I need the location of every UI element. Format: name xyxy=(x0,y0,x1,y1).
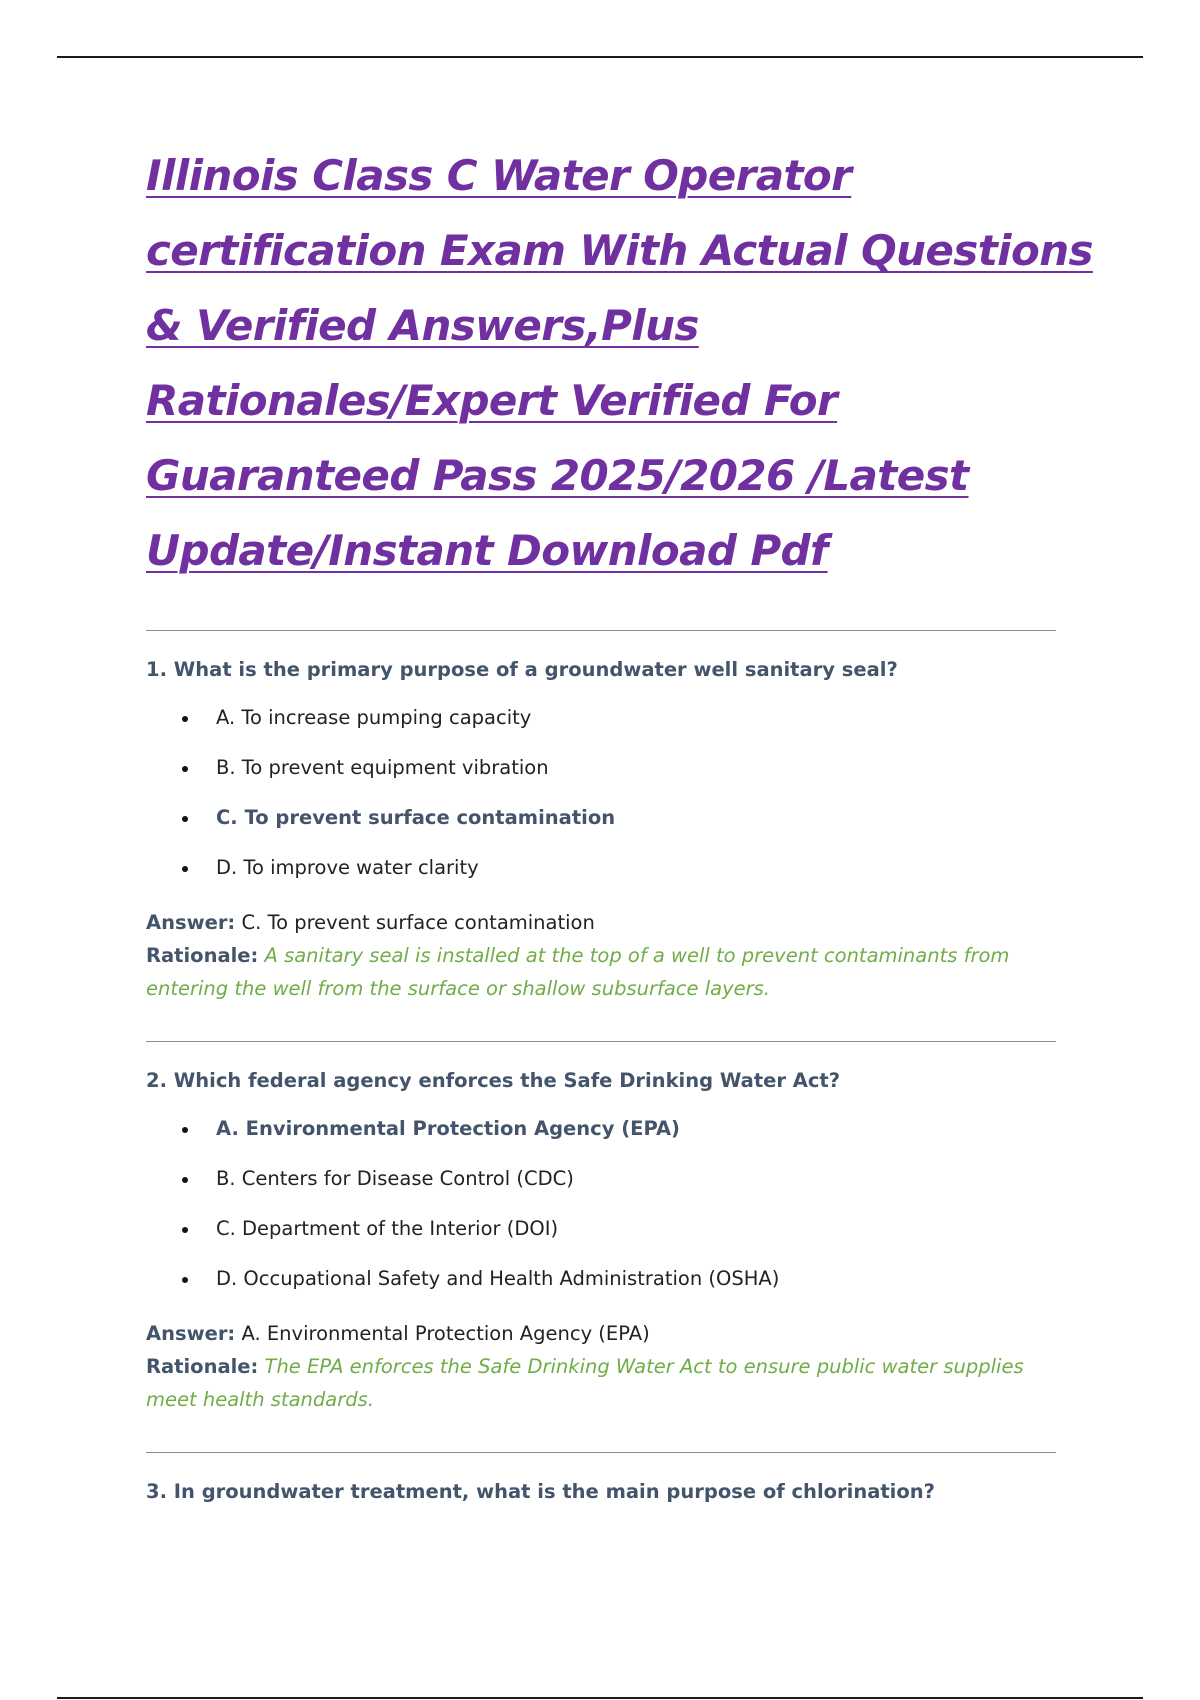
question-block-3 xyxy=(146,1453,1066,1505)
rationale-label: Rationale: xyxy=(146,944,259,967)
title-line: Update/Instant Download Pdf xyxy=(146,526,828,575)
question-block-1 xyxy=(146,631,1066,1041)
option-item: A. To increase pumping capacity xyxy=(216,693,1066,743)
question-text: 3. In groundwater treatment, what is the main purpose of chlorination? xyxy=(146,1480,935,1503)
page-top-rule xyxy=(57,56,1143,58)
title-line: Rationales/Expert Verified For xyxy=(146,376,838,425)
option-item: D. To improve water clarity xyxy=(216,843,1066,893)
page-bottom-rule xyxy=(57,1697,1143,1699)
answer-text: A. Environmental Protection Agency (EPA) xyxy=(241,1322,650,1345)
page-content xyxy=(146,138,1093,1505)
option-list xyxy=(146,1104,1066,1304)
document-title xyxy=(146,138,1093,588)
option-list xyxy=(146,693,1066,893)
answer-label: Answer: xyxy=(146,1322,236,1345)
rationale-line xyxy=(146,939,1066,1005)
title-line: Guaranteed Pass 2025/2026 /Latest xyxy=(146,451,969,500)
option-item: C. Department of the Interior (DOI) xyxy=(216,1204,1066,1254)
option-item: B. Centers for Disease Control (CDC) xyxy=(216,1154,1066,1204)
option-item-correct: A. Environmental Protection Agency (EPA) xyxy=(216,1104,1066,1154)
question-text: 2. Which federal agency enforces the Safe Drinking Water Act? xyxy=(146,1069,841,1092)
question-text: 1. What is the primary purpose of a groundwater well sanitary seal? xyxy=(146,658,898,681)
title-line: Illinois Class C Water Operator xyxy=(146,151,852,200)
answer-label: Answer: xyxy=(146,911,236,934)
rationale-text: A sanitary seal is installed at the top of a well to prevent contaminants from entering the well from the surface or shallow subsurface layers. xyxy=(146,944,1010,1000)
rationale-label: Rationale: xyxy=(146,1355,259,1378)
answer-line xyxy=(146,1318,1066,1350)
answer-line xyxy=(146,907,1066,939)
question-block-2 xyxy=(146,1042,1066,1452)
option-item: D. Occupational Safety and Health Administration (OSHA) xyxy=(216,1254,1066,1304)
rationale-text: The EPA enforces the Safe Drinking Water Act to ensure public water supplies meet health standards. xyxy=(146,1355,1024,1411)
option-item: B. To prevent equipment vibration xyxy=(216,743,1066,793)
option-item-correct: C. To prevent surface contamination xyxy=(216,793,1066,843)
answer-text: C. To prevent surface contamination xyxy=(241,911,595,934)
title-line: & Verified Answers,Plus xyxy=(146,301,699,350)
title-line: certification Exam With Actual Questions xyxy=(146,226,1093,275)
rationale-line xyxy=(146,1350,1066,1416)
